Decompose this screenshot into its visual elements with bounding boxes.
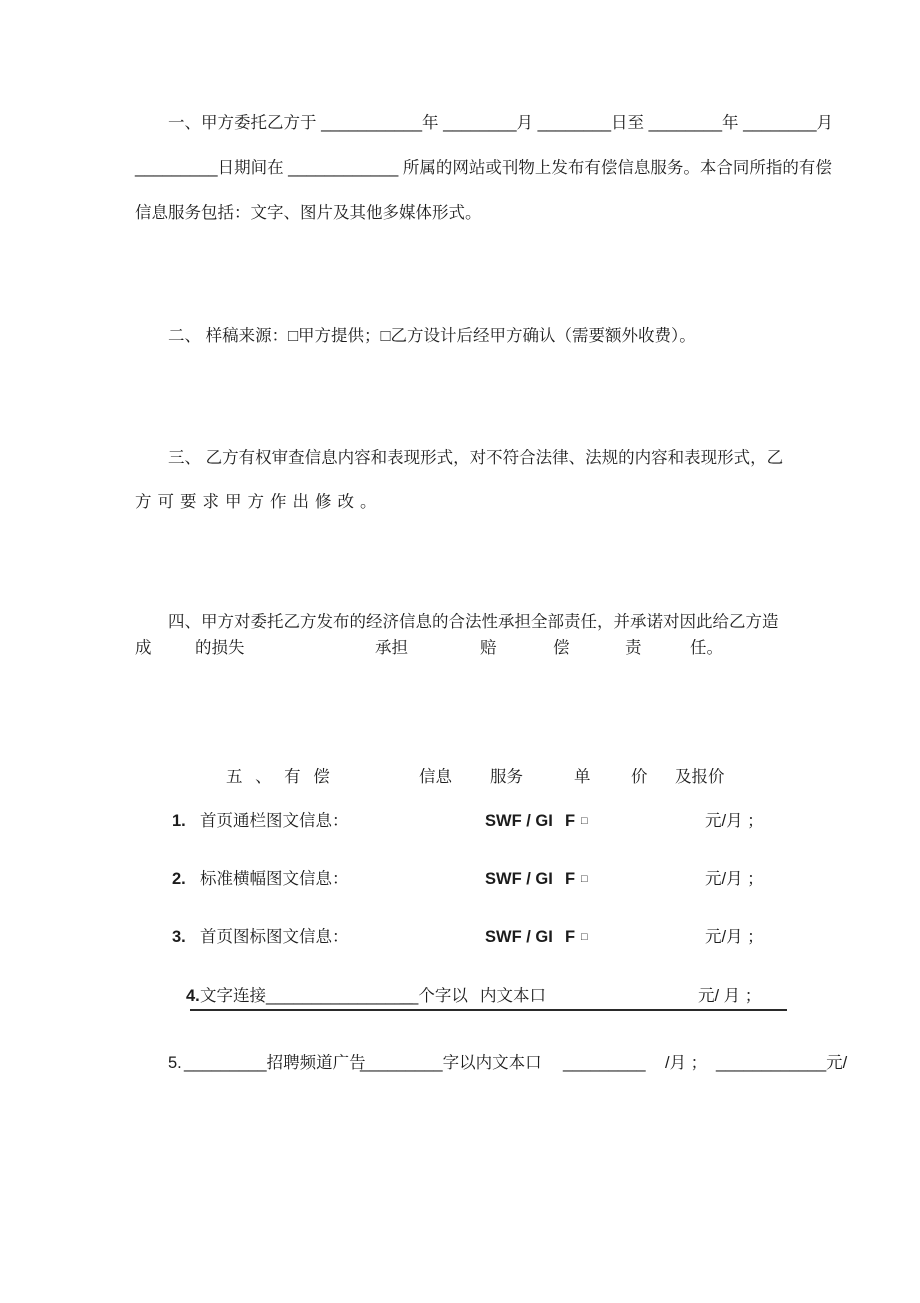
clause-5-header (0, 766, 920, 789)
clause-5-title: 五 、 有 偿 (226, 768, 334, 786)
item-4-underline (190, 1009, 787, 1011)
price-item-3 (0, 926, 920, 949)
item-2-price-unit: 元/月 ； (705, 870, 764, 888)
clause-5-header-jia: 价 (631, 768, 648, 786)
item-1-label: 首页通栏图文信息： (200, 812, 349, 830)
item-5-price: ____________元/ (716, 1054, 848, 1072)
clause-1-line-1: 一、甲方委托乙方于 ___________年 ________月 ________日至 ________年 ________月 (168, 114, 834, 132)
item-4-price-unit: 元/ 月 ； (698, 987, 762, 1005)
item-5-per-month: /月 ； (665, 1054, 708, 1072)
item-3-format-f: F (565, 928, 576, 946)
item-1-format-f: F (565, 812, 576, 830)
clause-4-seg-ze: 责 (625, 639, 642, 657)
item-1-format: SWF / GI (485, 812, 553, 830)
item-2-label: 标准横幅图文信息： (200, 870, 349, 888)
item-4-number: 4. (186, 987, 200, 1005)
item-3-format: SWF / GI (485, 928, 553, 946)
clause-4-seg-chang: 偿 (553, 639, 570, 657)
item-2-format: SWF / GI (485, 870, 553, 888)
clause-3-line-2: 方可要求甲方作出修改。 (135, 493, 383, 511)
clause-4-seg-desunshi: 的损失 (195, 639, 245, 657)
item-5-blank: _________ (563, 1054, 646, 1072)
clause-4-line-2 (0, 637, 920, 660)
clause-4-line-1: 四、甲方对委托乙方发布的经济信息的合法性承担全部责任，并承诺对因此给乙方造 (168, 613, 779, 631)
item-3-price-unit: 元/月 ； (705, 928, 764, 946)
price-item-1 (0, 810, 920, 833)
clause-4-seg-pei: 赔 (480, 639, 497, 657)
clause-5-header-dan: 单 (574, 768, 591, 786)
price-item-5 (0, 1052, 920, 1075)
item-4-text-link: 文字连接________________ (200, 987, 413, 1005)
checkbox-icon: □ (581, 815, 588, 827)
item-5-number: 5. (168, 1054, 182, 1072)
clause-1-line-3: 信息服务包括：文字、图片及其他多媒体形式。 (135, 204, 482, 222)
item-2-format-f: F (565, 870, 576, 888)
checkbox-icon: □ (581, 873, 588, 885)
clause-3-line-1: 三、 乙方有权审查信息内容和表现形式，对不符合法律、法规的内容和表现形式，乙 (168, 449, 784, 467)
price-item-4 (0, 985, 920, 1008)
clause-5-header-fuwu: 服务 (490, 768, 523, 786)
checkbox-icon: □ (581, 931, 588, 943)
item-5-char-limit: _________字以内文本口 (360, 1054, 542, 1072)
item-4-text-box: 内文本口 (480, 987, 546, 1005)
clause-5-header-jibaojia: 及报价 (675, 768, 725, 786)
clause-2-line-1: 二、 样稿来源：□甲方提供；□乙方设计后经甲方确认（需要额外收费）。 (168, 327, 696, 345)
item-5-channel: _________招聘频道广告 (184, 1054, 366, 1072)
item-2-number: 2. (172, 870, 186, 888)
item-1-number: 1. (172, 812, 186, 830)
price-item-2 (0, 868, 920, 891)
item-3-label: 首页图标图文信息： (200, 928, 349, 946)
clause-4-seg-cheng: 成 (135, 639, 152, 657)
clause-4-seg-ren: 任。 (690, 639, 723, 657)
clause-1-line-2: _________日期间在 ____________ 所属的网站或刊物上发布有偿信息服务。本合同所指的有偿 (135, 159, 832, 177)
clause-4-seg-chengdan: 承担 (375, 639, 408, 657)
item-1-price-unit: 元/月 ； (705, 812, 764, 830)
item-3-number: 3. (172, 928, 186, 946)
clause-5-header-xinxi: 信息 (419, 768, 452, 786)
item-4-char-limit: __个字以 (400, 987, 468, 1005)
